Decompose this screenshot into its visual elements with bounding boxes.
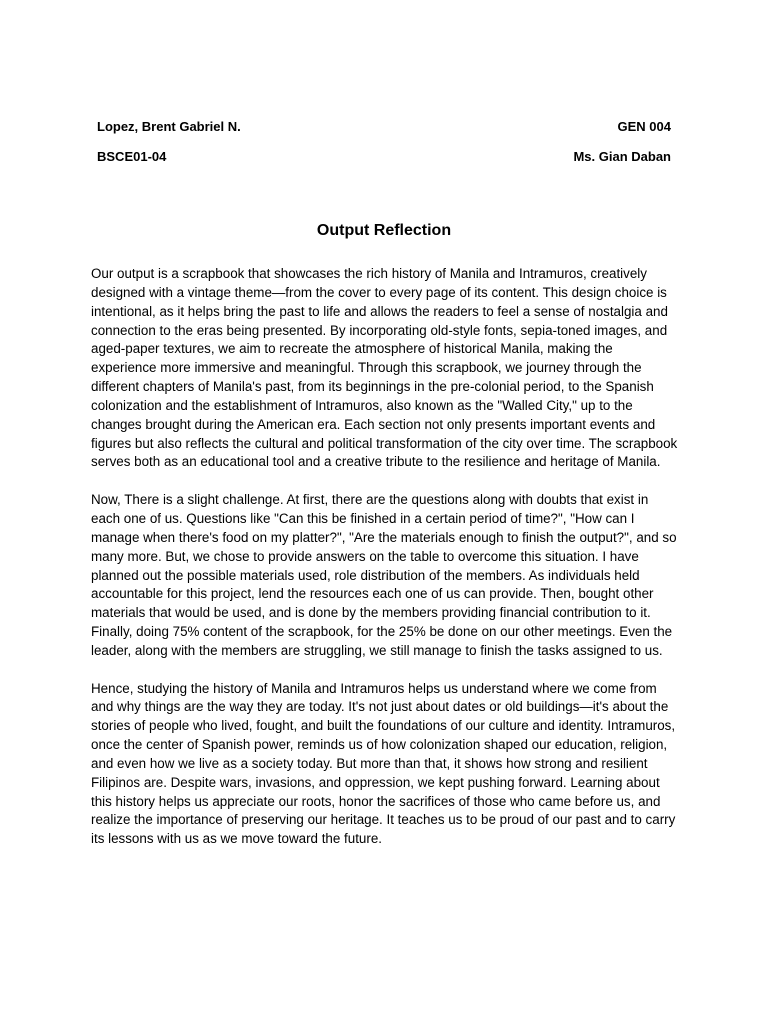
student-name: Lopez, Brent Gabriel N.: [97, 119, 241, 134]
document-title: Output Reflection: [316, 222, 452, 239]
paragraph-2: Now, There is a slight challenge. At first, there are the questions along with doubts that exist in each one of us. Questions like "Can this be finished in a certain period of time?", "How can I manage when there's food on my platter?", "Are the materials enough to finish the output?", and so many more. But, we chose to provide answers on the table to overcome this situation. I have planned out the possible materials used, role distribution of the members. As individuals held accountable for this project, lend the resources each one of us can provide. Then, bought other materials that would be used, and is done by the members providing financial contribution to it. Finally, doing 75% content of the scrapbook, for the 25% be done on our other meetings. Even the leader, along with the members are struggling, we still manage to finish the tasks assigned to us.: [91, 492, 677, 658]
paragraph-3: Hence, studying the history of Manila and Intramuros helps us understand where we come from and why things are the way they are today. It's not just about dates or old buildings—it's about the stories of people who lived, fought, and built the foundations of our culture and identity. Intramuros, once the center of Spanish power, reminds us of how colonization shaped our education, religion, and even how we live as a society today. But more than that, it shows how strong and resilient Filipinos are. Despite wars, invasions, and oppression, we kept pushing forward. Learning about this history helps us appreciate our roots, honor the sacrifices of those who came before us, and realize the importance of preserving our heritage. It teaches us to be proud of our past and to carry its lessons with us as we move toward the future.: [91, 680, 676, 847]
document-body: [91, 265, 681, 868]
section-code: BSCE01-04: [97, 149, 167, 164]
course-code: GEN 004: [617, 119, 671, 134]
header-row-1: [97, 119, 671, 135]
instructor-name: Ms. Gian Daban: [573, 149, 671, 164]
paragraph-1: Our output is a scrapbook that showcases the rich history of Manila and Intramuros, creatively designed with a vintage theme—from the cover to every page of its content. This design choice is intentional, as it helps bring the past to life and allows the readers to feel a sense of nostalgia and connection to the eras being presented. By incorporating old-style fonts, sepia-toned images, and aged-paper textures, we aim to recreate the atmosphere of historical Manila, making the experience more immersive and meaningful. Through this scrapbook, we journey through the different chapters of Manila's past, from its beginnings in the pre-colonial period, to the Spanish colonization and the establishment of Intramuros, also known as the "Walled City," up to the changes brought during the American era. Each section not only presents important events and figures but also reflects the cultural and political transformation of the city over time. The scrapbook serves both as an educational tool and a creative tribute to the resilience and heritage of Manila.: [91, 266, 678, 470]
header-row-2: [97, 149, 671, 165]
